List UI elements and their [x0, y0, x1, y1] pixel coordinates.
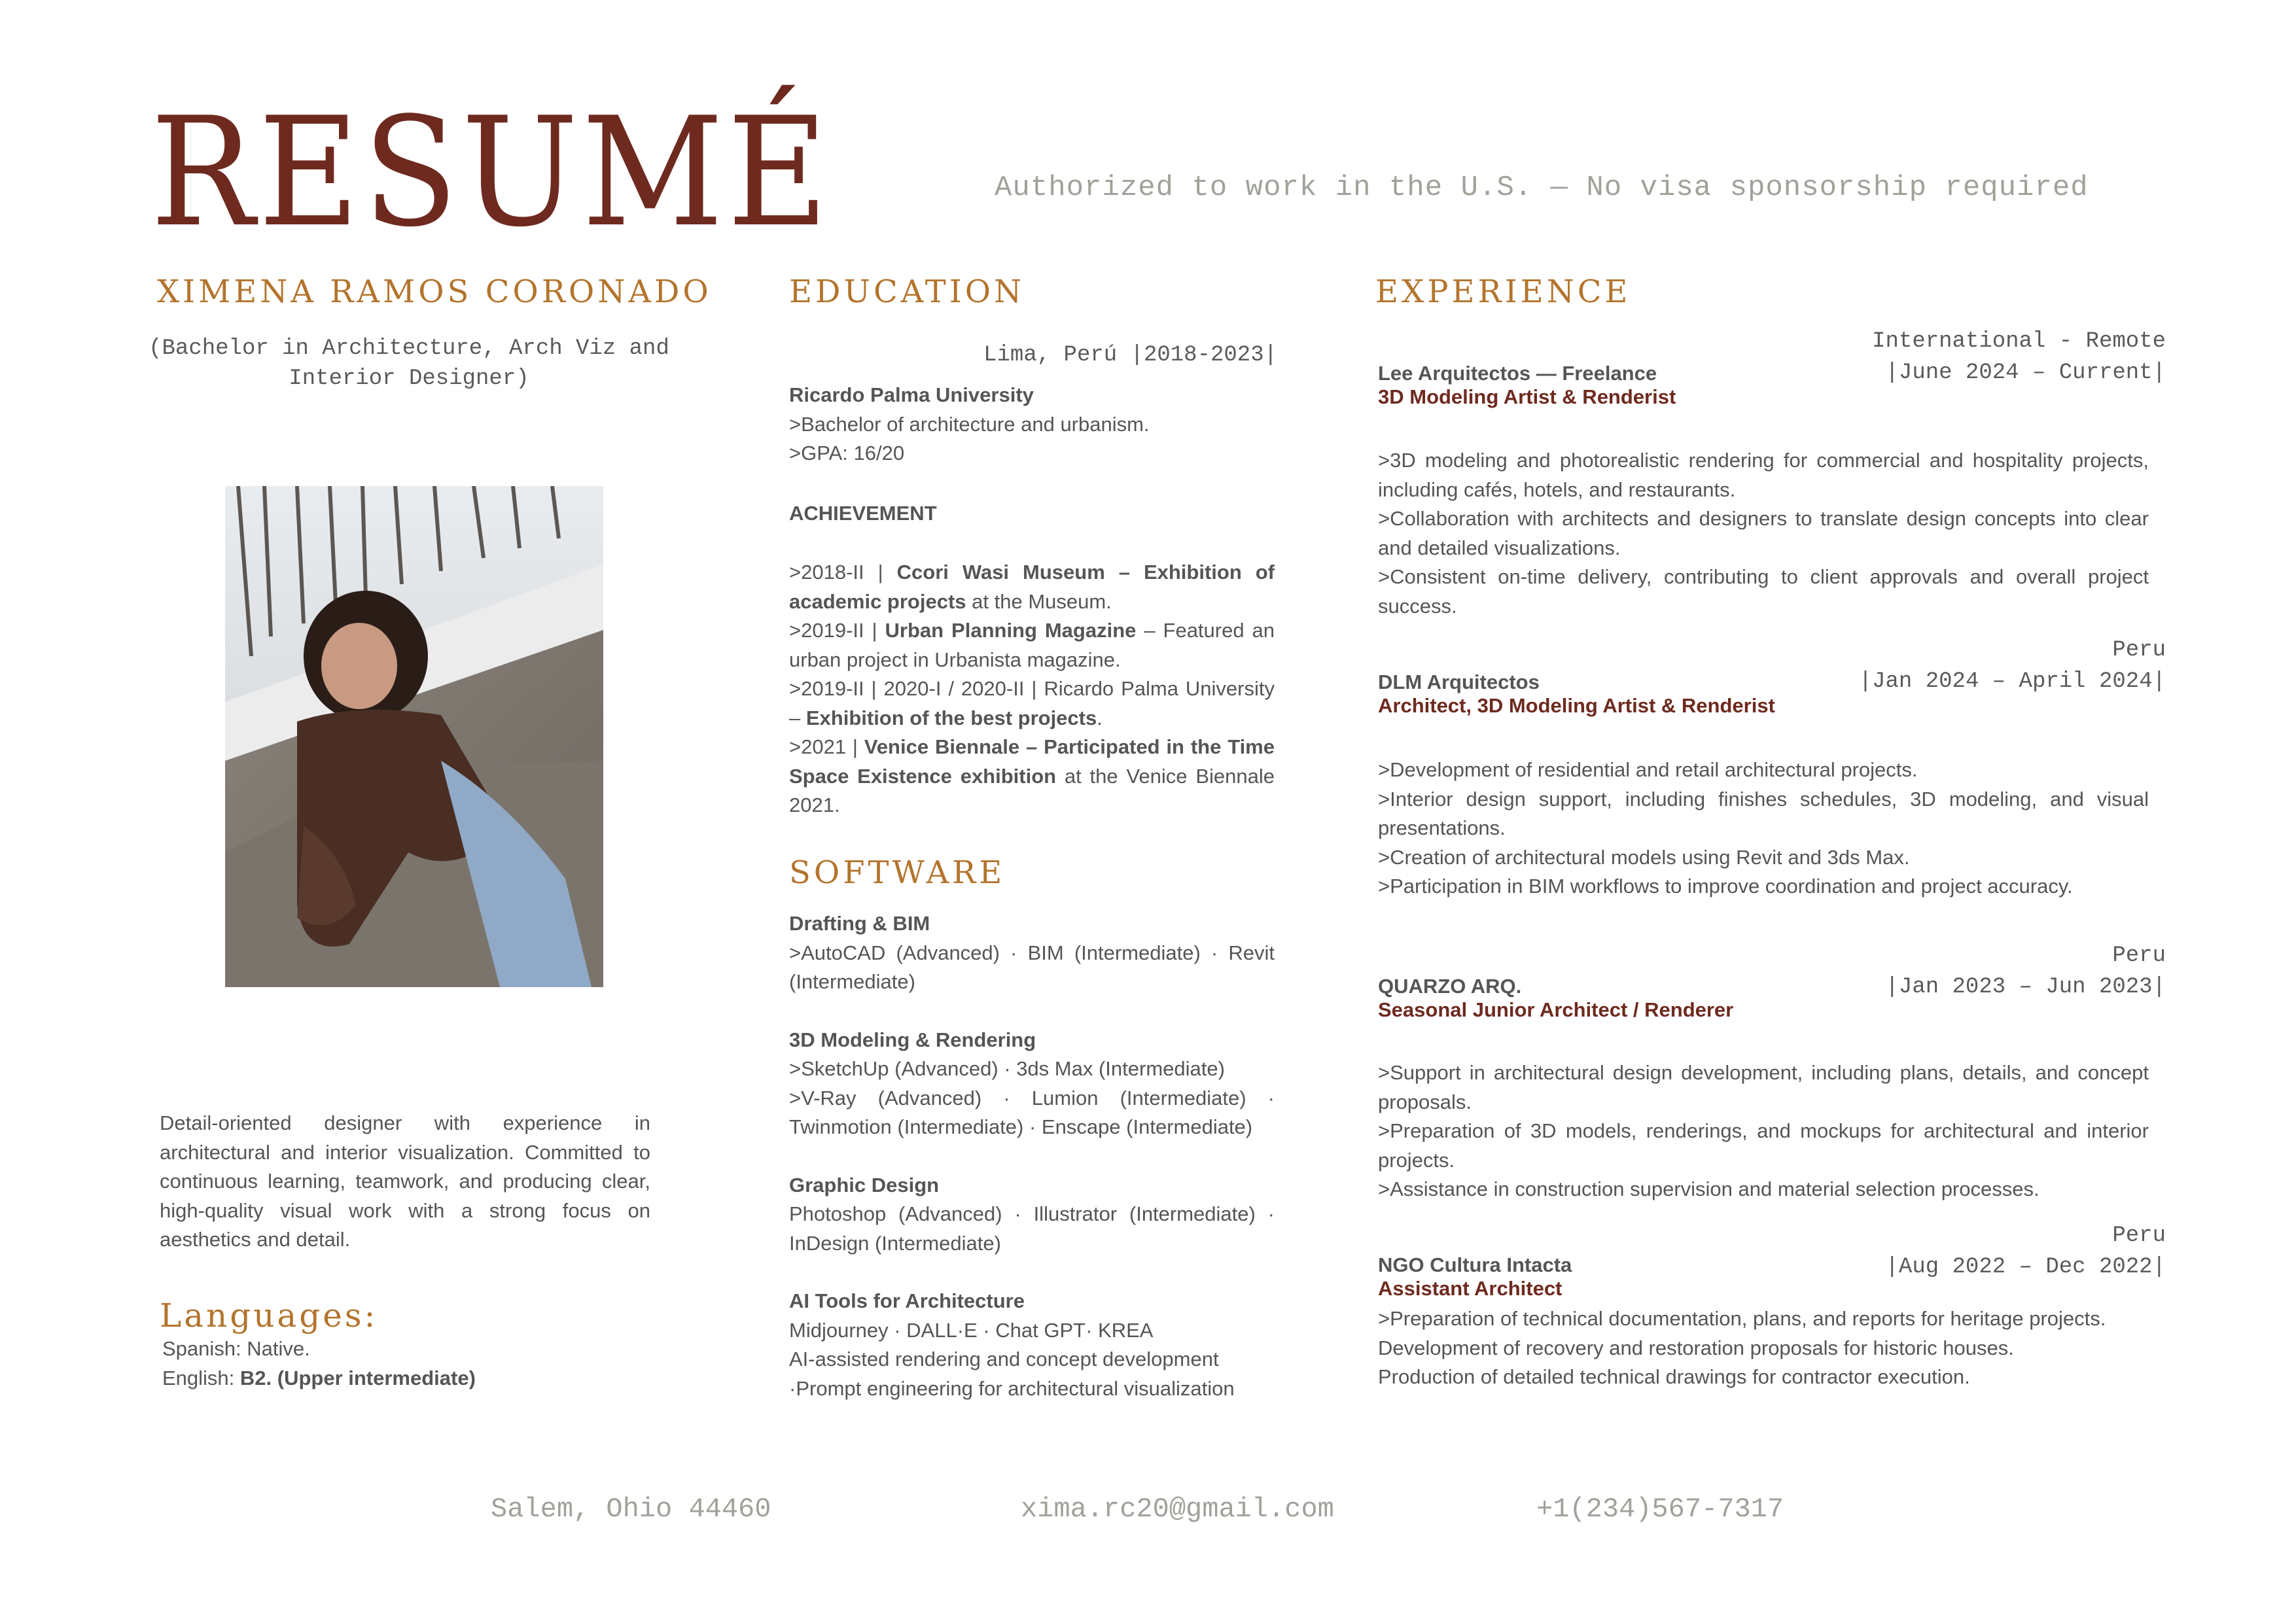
degree-description	[131, 334, 687, 394]
job-dates: |June 2024 – Current|	[1885, 360, 2166, 385]
job-bullet: Development of recovery and restoration proposals for historic houses.	[1378, 1336, 2014, 1359]
job-location: Peru	[2112, 638, 2166, 663]
job-meta	[1636, 1220, 2166, 1283]
job-dates: |Aug 2022 – Dec 2022|	[1885, 1255, 2166, 1280]
language-spanish: Spanish: Native.	[162, 1337, 310, 1360]
job-bullet: >Preparation of technical documentation, plans, and reports for heritage projects.	[1378, 1307, 2106, 1330]
job-meta	[1636, 326, 2166, 389]
education-block	[789, 381, 1275, 820]
job-bullet: >Support in architectural design development, including plans, details, and concept proposals.	[1378, 1061, 2149, 1113]
language-english-label: English:	[162, 1366, 240, 1389]
achievement-item: >2021 | Venice Biennale – Participated in the Time Space Existence exhibition at the Venice Biennale 2021.	[789, 735, 1275, 816]
footer-address: Salem, Ohio 44460	[491, 1493, 771, 1525]
education-heading: EDUCATION	[789, 273, 1025, 310]
job-location: International - Remote	[1872, 329, 2166, 354]
software-group-title: Drafting & BIM	[789, 912, 930, 935]
job-bullet: Production of detailed technical drawings for contractor execution.	[1378, 1365, 1970, 1388]
job-company: QUARZO ARQ.	[1378, 975, 1522, 998]
languages-heading: Languages:	[160, 1297, 378, 1335]
software-group-text: >V-Ray (Advanced) · Lumion (Intermediate) · Twinmotion (Intermediate) · Enscape (Intermediate)	[789, 1086, 1275, 1138]
job-company: Lee Arquitectos — Freelance	[1378, 362, 1657, 385]
job-dates: |Jan 2023 – Jun 2023|	[1885, 975, 2166, 1000]
software-group-text: Midjourney · DALL·E · Chat GPT· KREA	[789, 1318, 1154, 1342]
software-group-text: AI-assisted rendering and concept development	[789, 1348, 1219, 1370]
footer-email[interactable]: xima.rc20@gmail.com	[1021, 1493, 1334, 1525]
achievement-heading: ACHIEVEMENT	[789, 501, 937, 525]
job-company: NGO Cultura Intacta	[1378, 1253, 1572, 1276]
job-bullet: >3D modeling and photorealistic rendering for commercial and hospitality projects, including cafés, hotels, and restaurants.	[1378, 449, 2149, 501]
job-header	[1378, 362, 1676, 409]
job-description	[1378, 446, 2149, 621]
degree-line-2: Interior Designer)	[289, 366, 529, 391]
education-gpa: >GPA: 16/20	[789, 442, 905, 464]
achievement-item: >2019-II | 2020-I / 2020-II | Ricardo Palma University – Exhibition of the best projects.	[789, 677, 1275, 729]
job-header	[1378, 671, 1775, 718]
software-group-text: ·Prompt engineering for architectural visualization	[789, 1376, 1235, 1400]
resume-title: RESUMÉ	[150, 86, 832, 260]
language-english	[162, 1364, 476, 1393]
achievement-item: >2018-II | Ccori Wasi Museum – Exhibition of academic projects at the Museum.	[789, 561, 1275, 613]
job-bullet: >Development of residential and retail architectural projects.	[1378, 758, 1918, 781]
job-bullet: >Participation in BIM workflows to improve coordination and project accuracy.	[1378, 875, 2073, 898]
profile-summary: Detail-oriented designer with experience in architectural and interior visualization. Committed to continuous learning, teamwork, and producing clear, high-quality visual work with a strong focus on aesthetics and detail.	[160, 1111, 650, 1251]
software-block	[789, 909, 1275, 1403]
job-header	[1378, 1253, 1572, 1300]
degree-line-1: (Bachelor in Architecture, Arch Viz and	[149, 336, 669, 361]
software-heading: SOFTWARE	[789, 854, 1006, 891]
job-role: 3D Modeling Artist & Renderist	[1378, 385, 1676, 408]
job-bullet: >Preparation of 3D models, renderings, and mockups for architectural and interior projects.	[1378, 1119, 2149, 1172]
software-group-text: >SketchUp (Advanced) · 3ds Max (Intermediate)	[789, 1057, 1225, 1080]
job-company: DLM Arquitectos	[1378, 671, 1540, 693]
education-location-dates: Lima, Perú |2018-2023|	[983, 343, 1277, 368]
language-english-level: B2. (Upper intermediate)	[239, 1366, 476, 1389]
language-list	[162, 1335, 476, 1393]
education-degree: >Bachelor of architecture and urbanism.	[789, 412, 1150, 436]
profile-photo-image	[225, 486, 603, 987]
job-location: Peru	[2112, 1223, 2166, 1248]
candidate-name: XIMENA RAMOS CORONADO	[157, 273, 712, 310]
software-group-text: Photoshop (Advanced) · Illustrator (Intermediate) · InDesign (Intermediate)	[789, 1202, 1275, 1255]
job-location: Peru	[2112, 943, 2166, 968]
job-bullet: >Consistent on-time delivery, contributing to client approvals and overall project success.	[1378, 565, 2149, 618]
work-authorization: Authorized to work in the U.S. — No visa sponsorship required	[995, 171, 2089, 204]
experience-heading: EXPERIENCE	[1375, 273, 1631, 310]
software-group-title: Graphic Design	[789, 1173, 940, 1196]
job-bullet: >Creation of architectural models using Revit and 3ds Max.	[1378, 845, 1910, 869]
job-description	[1378, 1058, 2149, 1204]
job-description	[1378, 1304, 2149, 1392]
software-group-title: 3D Modeling & Rendering	[789, 1028, 1036, 1051]
job-role: Seasonal Junior Architect / Renderer	[1378, 998, 1734, 1021]
job-role: Assistant Architect	[1378, 1277, 1563, 1300]
job-role: Architect, 3D Modeling Artist & Renderist	[1378, 694, 1775, 717]
job-bullet: >Assistance in construction supervision and material selection processes.	[1378, 1178, 2040, 1200]
job-bullet: >Interior design support, including finishes schedules, 3D modeling, and visual presentations.	[1378, 787, 2149, 839]
footer-phone[interactable]: +1(234)567-7317	[1536, 1493, 1784, 1525]
job-header	[1378, 975, 1733, 1022]
software-group-title: AI Tools for Architecture	[789, 1289, 1025, 1312]
profile-photo	[225, 486, 603, 987]
education-school: Ricardo Palma University	[789, 383, 1034, 406]
job-description	[1378, 756, 2149, 901]
job-dates: |Jan 2024 – April 2024|	[1858, 669, 2166, 694]
software-group-text: >AutoCAD (Advanced) · BIM (Intermediate) · Revit (Intermediate)	[789, 941, 1275, 993]
job-bullet: >Collaboration with architects and designers to translate design concepts into clear and detailed visualizations.	[1378, 507, 2149, 559]
achievement-item: >2019-II | Urban Planning Magazine – Featured an urban project in Urbanista magazine.	[789, 619, 1275, 671]
